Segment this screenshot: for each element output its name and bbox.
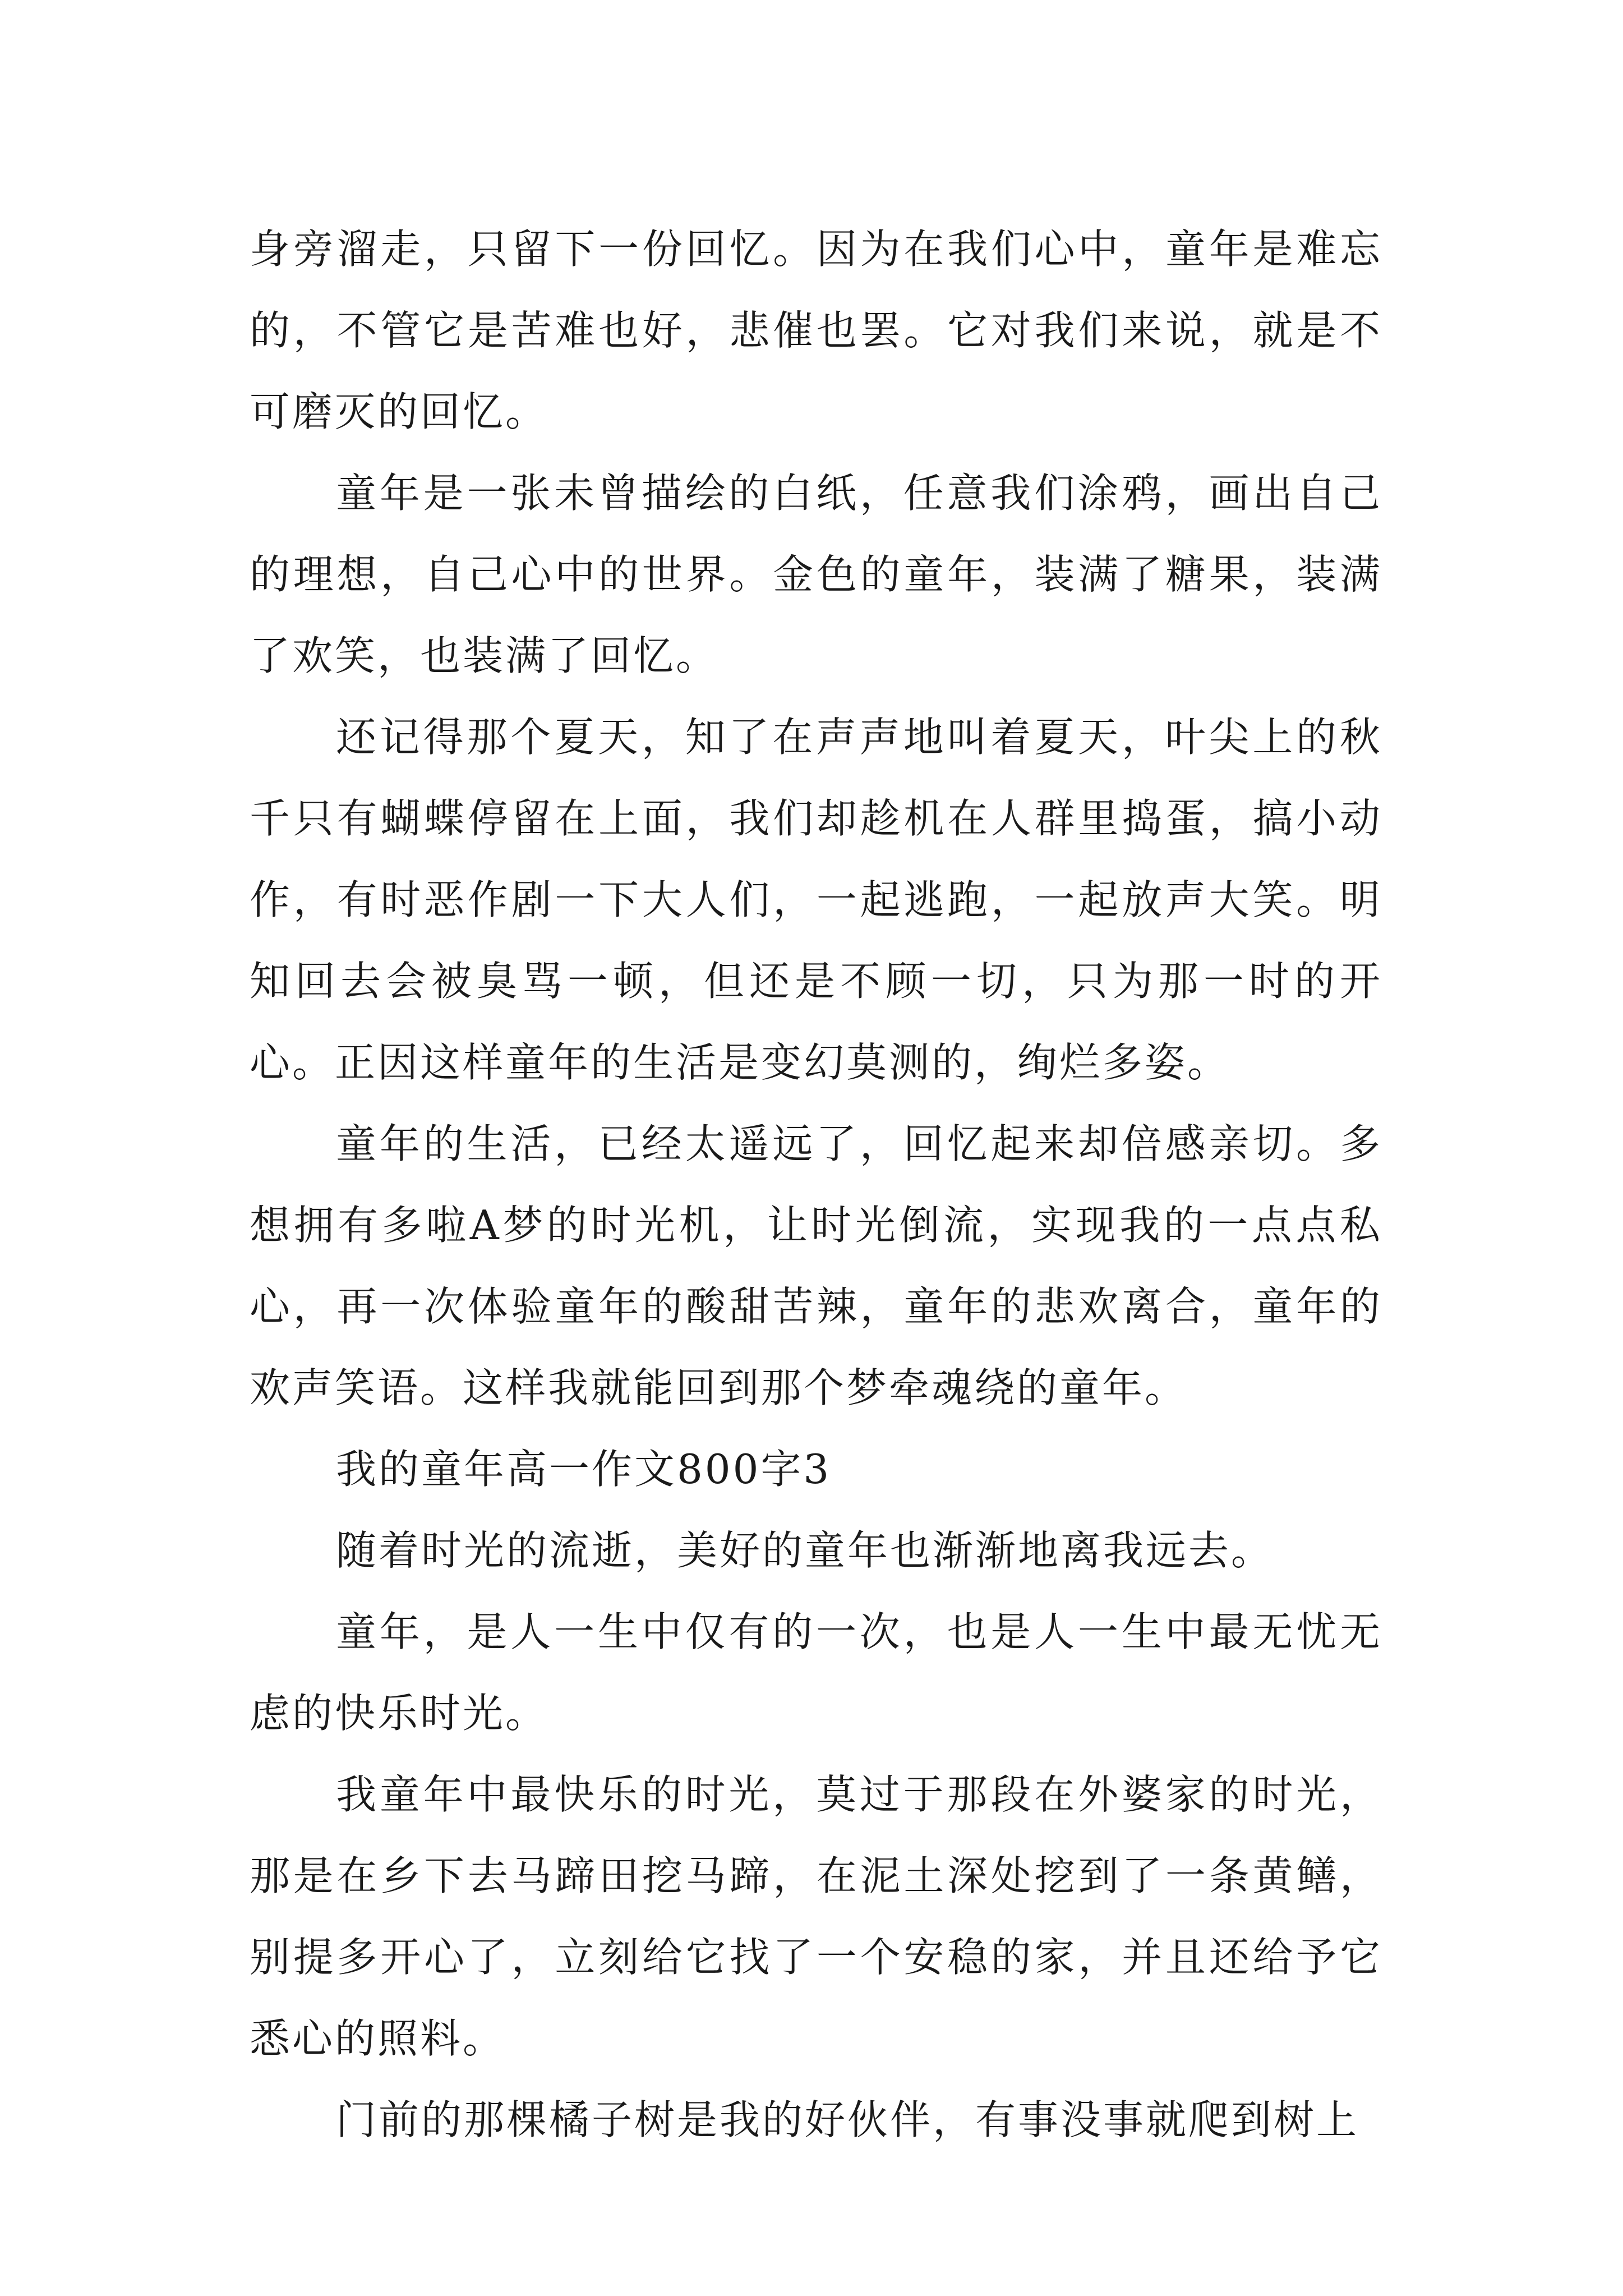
paragraph: 童年的生活，已经太遥远了，回忆起来却倍感亲切。多想拥有多啦A梦的时光机，让时光倒流，实现我的一点点私心，再一次体验童年的酸甜苦辣，童年的悲欢离合，童年的欢声笑语。这样我就能回到那个梦牵魂绕的童年。	[250, 1120, 1382, 1411]
paragraph: 身旁溜走，只留下一份回忆。因为在我们心中，童年是难忘的，不管它是苦难也好，悲催也罢。它对我们来说，就是不可磨灭的回忆。	[250, 226, 1382, 435]
paragraph: 还记得那个夏天，知了在声声地叫着夏天，叶尖上的秋千只有蝴蝶停留在上面，我们却趁机在人群里捣蛋，搞小动作，有时恶作剧一下大人们，一起逃跑，一起放声大笑。明知回去会被臭骂一顿，但还是不顾一切，只为那一时的开心。正因这样童年的生活是变幻莫测的，绚烂多姿。	[250, 714, 1382, 1086]
section-heading: 我的童年高一作文800字3	[336, 1446, 832, 1493]
paragraph: 童年，是人一生中仅有的一次，也是人一生中最无忧无虑的快乐时光。	[250, 1608, 1382, 1737]
document-body	[250, 209, 1382, 2161]
paragraph: 门前的那棵橘子树是我的好伙伴，有事没事就爬到树上	[336, 2096, 1359, 2143]
paragraph: 随着时光的流逝，美好的童年也渐渐地离我远去。	[336, 1527, 1274, 1574]
paragraph: 我童年中最快乐的时光，莫过于那段在外婆家的时光，那是在乡下去马蹄田挖马蹄，在泥土深处挖到了一条黄鳝，别提多开心了，立刻给它找了一个安稳的家，并且还给予它悉心的照料。	[250, 1771, 1382, 2062]
paragraph: 童年是一张未曾描绘的白纸，任意我们涂鸦，画出自己的理想，自己心中的世界。金色的童年，装满了糖果，装满了欢笑，也装满了回忆。	[250, 470, 1382, 679]
